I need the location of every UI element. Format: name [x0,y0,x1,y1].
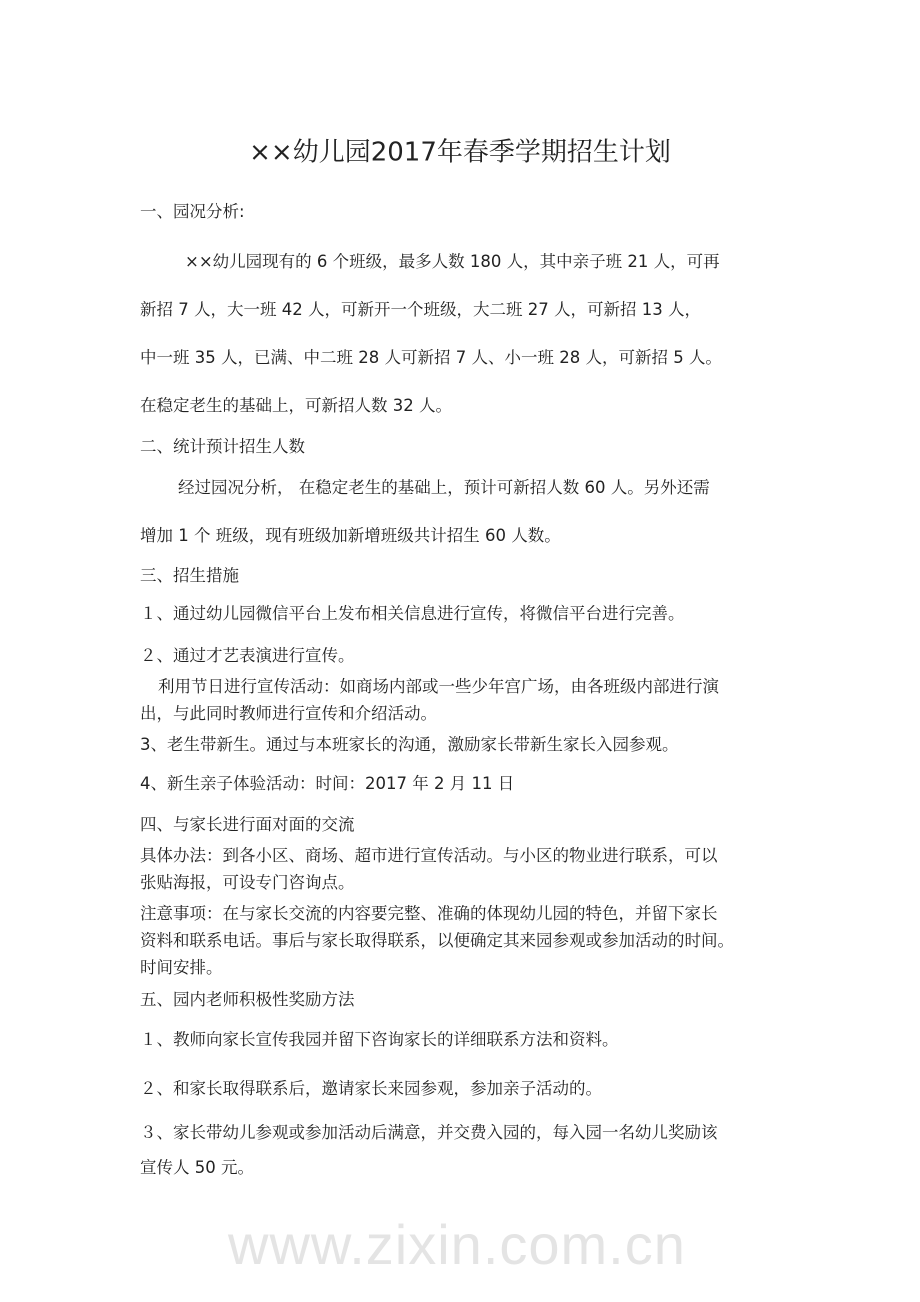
paragraph-line: 出，与此同时教师进行宣传和介绍活动。 [140,704,437,723]
section-heading-2: 二、统计预计招生人数 [140,437,305,456]
paragraph-line: 经过园况分析， 在稳定老生的基础上，预计可新招人数 60 人。另外还需 [178,478,710,497]
list-item: １、通过幼儿园微信平台上发布相关信息进行宣传，将微信平台进行完善。 [140,604,685,623]
section-heading-4: 四、与家长进行面对面的交流 [140,815,355,834]
paragraph-line: 张贴海报，可设专门咨询点。 [140,873,355,892]
document-title: ××幼儿园2017年春季学期招生计划 [249,137,671,168]
paragraph-line: 增加 1 个 班级，现有班级加新增班级共计招生 60 人数。 [140,526,561,545]
list-item: 4、新生亲子体验活动：时间：2017 年 2 月 11 日 [140,774,515,793]
section-heading-3: 三、招生措施 [140,566,239,585]
list-item: １、教师向家长宣传我园并留下咨询家长的详细联系方法和资料。 [140,1030,619,1049]
list-item: ２、通过才艺表演进行宣传。 [140,646,355,665]
paragraph-line: 资料和联系电话。事后与家长取得联系，以便确定其来园参观或参加活动的时间。 [140,931,734,950]
section-heading-1: 一、园况分析: [140,202,245,221]
list-item: ２、和家长取得联系后，邀请家长来园参观，参加亲子活动的。 [140,1079,602,1098]
list-item: ３、家长带幼儿参观或参加活动后满意，并交费入园的，每入园一名幼儿奖励该 [140,1123,718,1142]
paragraph-line: 注意事项：在与家长交流的内容要完整、准确的体现幼儿园的特色，并留下家长 [140,904,718,923]
paragraph-line: 在稳定老生的基础上，可新招人数 32 人。 [140,396,452,415]
watermark: www.zixin.com.cn [228,1213,686,1276]
paragraph-line: 中一班 35 人，已满、中二班 28 人可新招 7 人、小一班 28 人，可新招 5 人。 [140,348,722,367]
paragraph-line: ××幼儿园现有的 6 个班级，最多人数 180 人，其中亲子班 21 人，可再 [185,252,720,271]
paragraph-line: 宣传人 50 元。 [140,1158,254,1177]
paragraph-line: 利用节日进行宣传活动：如商场内部或一些少年宫广场，由各班级内部进行演 [158,677,719,696]
paragraph-line: 时间安排。 [140,958,223,977]
section-heading-5: 五、园内老师积极性奖励方法 [140,990,355,1009]
paragraph-line: 新招 7 人，大一班 42 人，可新开一个班级，大二班 27 人，可新招 13 人， [140,300,701,319]
paragraph-line: 具体办法：到各小区、商场、超市进行宣传活动。与小区的物业进行联系，可以 [140,846,718,865]
list-item: 3、老生带新生。通过与本班家长的沟通，激励家长带新生家长入园参观。 [140,735,679,754]
